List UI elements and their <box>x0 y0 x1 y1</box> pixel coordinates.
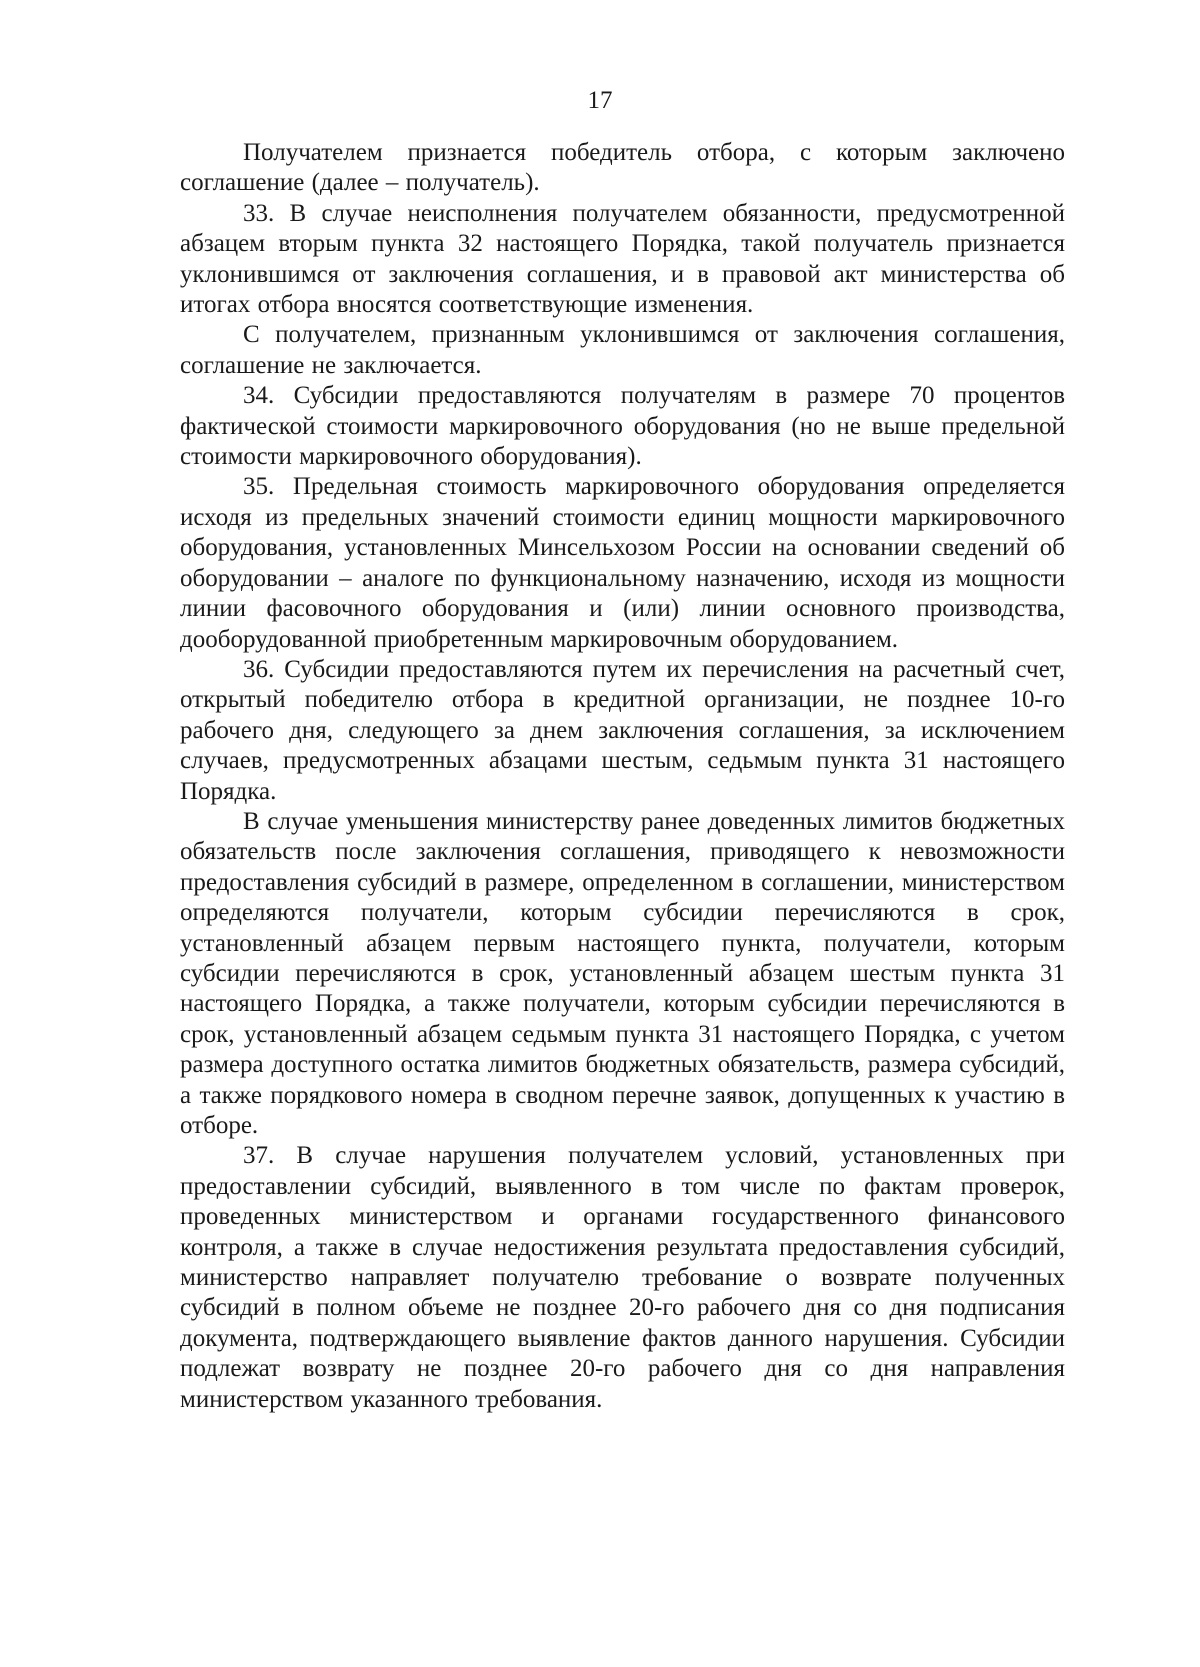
document-body <box>180 138 1065 1415</box>
paragraph-item-33-agreement-not-concluded: С получателем, признанным уклонившимся от заключения соглашения, соглашение не заключается. <box>180 321 1065 379</box>
paragraph-item-33: 33. В случае неисполнения получателем обязанности, предусмотренной абзацем вторым пункта 32 настоящего Порядка, такой получатель признается уклонившимся от заключения соглашения, и в правовой акт министерства об итогах отбора вносятся соответствующие изменения. <box>180 199 1065 319</box>
page-number: 17 <box>587 87 613 114</box>
paragraph-item-37: 37. В случае нарушения получателем условий, установленных при предоставлении субсидий, выявленного в том числе по фактам проверок, проведенных министерством и органами государственного финансового контроля, а также в случае недостижения результата предоставления субсидий, министерство направляет получателю требование о возврате полученных субсидий в полном объеме не позднее 20-го рабочего дня со дня подписания документа, подтверждающего выявление фактов данного нарушения. Субсидии подлежат возврату не позднее 20-го рабочего дня со дня направления министерством указанного требования. <box>180 1142 1065 1413</box>
paragraph-item-35: 35. Предельная стоимость маркировочного оборудования определяется исходя из предельных значений стоимости единиц мощности маркировочного оборудования, установленных Минсельхозом России на основании сведений об оборудовании – аналоге по функциональному назначению, исходя из мощности линии фасовочного оборудования и (или) линии основного производства, дооборудованной приобретенным маркировочным оборудованием. <box>180 473 1065 653</box>
paragraph-item-34: 34. Субсидии предоставляются получателям в размере 70 процентов фактической стоимости маркировочного оборудования (но не выше предельной стоимости маркировочного оборудования). <box>180 382 1065 471</box>
paragraph-recipient-definition: Получателем признается победитель отбора, с которым заключено соглашение (далее – получатель). <box>180 139 1065 197</box>
paragraph-item-36-limits-reduction: В случае уменьшения министерству ранее доведенных лимитов бюджетных обязательств после заключения соглашения, приводящего к невозможности предоставления субсидий в размере, определенном в соглашении, министерством определяются получатели, которым субсидии перечисляются в срок, установленный абзацем первым настоящего пункта, получатели, которым субсидии перечисляются в срок, установленный абзацем шестым пункта 31 настоящего Порядка, а также получатели, которым субсидии перечисляются в срок, установленный абзацем седьмым пункта 31 настоящего Порядка, с учетом размера доступного остатка лимитов бюджетных обязательств, размера субсидий, а также порядкового номера в сводном перечне заявок, допущенных к участию в отборе. <box>180 807 1065 1139</box>
paragraph-item-36: 36. Субсидии предоставляются путем их перечисления на расчетный счет, открытый победителю отбора в кредитной организации, не позднее 10-го рабочего дня, следующего за днем заключения соглашения, за исключением случаев, предусмотренных абзацами шестым, седьмым пункта 31 настоящего Порядка. <box>180 655 1065 805</box>
